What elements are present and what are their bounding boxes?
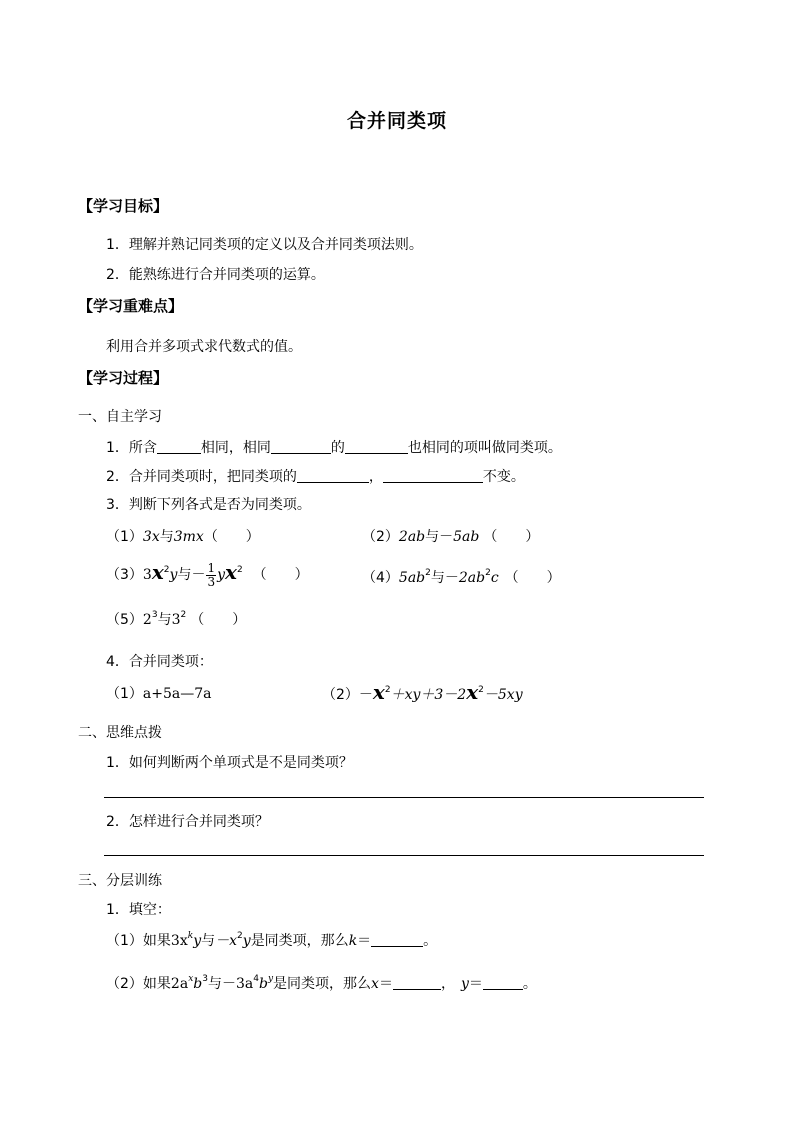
answer-blank[interactable] — [297, 468, 369, 483]
answer-blank[interactable] — [371, 932, 423, 947]
self-study-q3: 3．判断下列各式是否为同类项。 — [106, 497, 311, 513]
training-fill: 1．填空： — [106, 902, 171, 918]
answer-blank[interactable] — [483, 975, 523, 990]
page-title: 合并同类项 — [346, 110, 447, 132]
self-study-q4: 4．合并同类项： — [106, 654, 213, 670]
q3-item-3: $(3)3x^2y$与－ $\frac{1}{3}$ $yx^2$ （ ） — [106, 560, 309, 589]
q3-item-2: （2）2ab与－5ab （ ） — [362, 529, 540, 545]
process-heading: 【学习过程】 — [78, 369, 169, 387]
q3-item-5: $(5)2^3$与$3^2$ （ ） — [106, 610, 247, 628]
answer-blank[interactable] — [157, 439, 201, 454]
q3-item-4: $(4)5ab^2$与$-2ab^2c$ （ ） — [362, 568, 561, 586]
q4-item-2: $(2)-x^2+xy+3-2x^2-5xy$ — [322, 680, 523, 704]
self-study-q2: 2．合并同类项时，把同类项的 ， 不变。 — [106, 469, 525, 485]
difficulty-heading: 【学习重难点】 — [78, 297, 184, 315]
goal-item-1: 1．理解并熟记同类项的定义以及合并同类项法则。 — [106, 237, 423, 253]
training-heading: 三、分层训练 — [78, 873, 162, 889]
self-study-q1: 1．所含 相同，相同 的 也相同的项叫做同类项。 — [106, 440, 562, 456]
answer-line[interactable] — [104, 797, 704, 798]
thinking-heading: 二、思维点拨 — [78, 725, 162, 741]
fraction-one-third: $\frac{1}{3}$ — [207, 560, 216, 589]
q4-item-1: （1）a+5a—7a — [106, 686, 212, 702]
training-item-2: （2）如果$2a^xb^3$与$-3a^4b^y$是同类项，那么x＝ ， y＝ 。 — [106, 974, 537, 992]
answer-blank[interactable] — [271, 439, 331, 454]
thinking-q2: 2．怎样进行合并同类项？ — [106, 814, 269, 830]
q3-item-1: （1）3x与3mx（ ） — [106, 529, 260, 545]
goals-heading: 【学习目标】 — [78, 197, 169, 215]
difficulty-text: 利用合并多项式求代数式的值。 — [106, 339, 302, 355]
training-item-1: （1）如果$3x^ky$与$-x^2y$是同类项，那么k＝ 。 — [106, 931, 438, 949]
answer-line[interactable] — [104, 855, 704, 856]
answer-blank[interactable] — [345, 439, 408, 454]
thinking-q1: 1．如何判断两个单项式是不是同类项？ — [106, 755, 353, 771]
answer-blank[interactable] — [393, 975, 441, 990]
answer-blank[interactable] — [383, 468, 483, 483]
goal-item-2: 2．能熟练进行合并同类项的运算。 — [106, 267, 325, 283]
self-study-heading: 一、自主学习 — [78, 409, 162, 425]
